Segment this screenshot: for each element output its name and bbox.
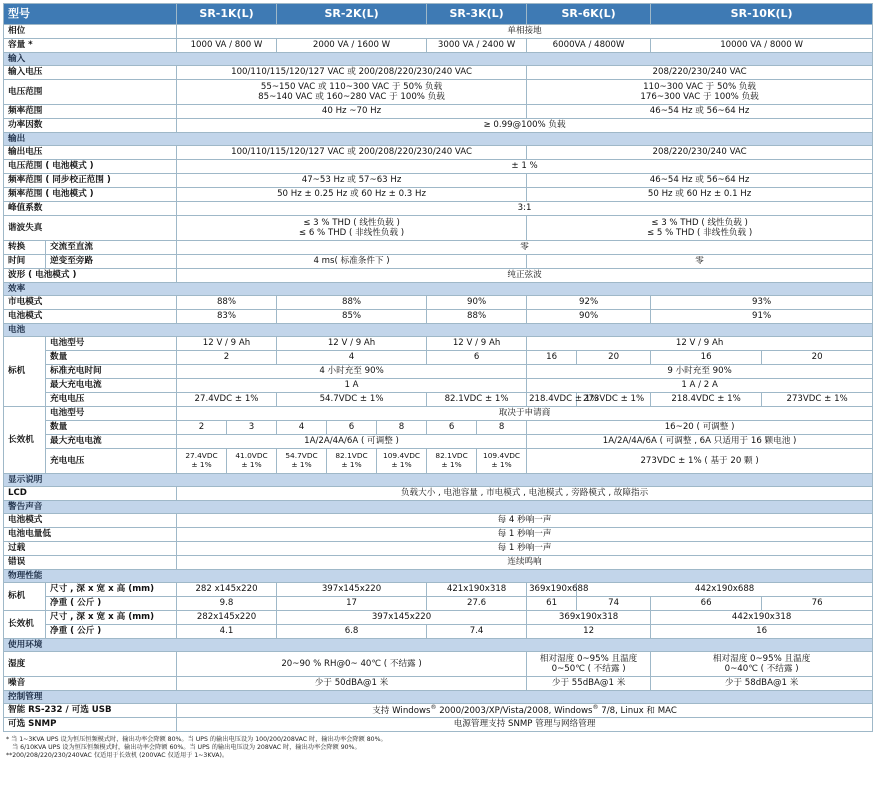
long-chgv-4-tol: ± 1% <box>341 460 362 469</box>
long-number-3k-b: 8 <box>477 421 527 435</box>
long-number-2k-c: 8 <box>377 421 427 435</box>
pf-label: 功率因数 <box>4 119 177 133</box>
long-chgv-7 <box>477 449 527 474</box>
transfer-label-2: 时间 <box>4 255 46 269</box>
std-dim-6k: 369x190x688 <box>527 583 577 597</box>
std-dim-3k: 421x190x318 <box>427 583 527 597</box>
registered-mark-2: ® <box>592 704 599 712</box>
snmp-value: 电源管理支持 SNMP 管理与网络管理 <box>177 718 873 732</box>
long-chgv-3-tol: ± 1% <box>291 460 312 469</box>
snmp-label: 可选 SNMP <box>4 718 177 732</box>
std-weight-6k-a: 61 <box>527 597 577 611</box>
std-weight-6k-b: 74 <box>577 597 651 611</box>
std-maxcur-b: 1 A / 2 A <box>527 379 873 393</box>
ac-dc-label: 交流至直流 <box>46 241 177 255</box>
long-dim-label: 尺寸 , 深 x 宽 x 高 (mm) <box>46 611 177 625</box>
long-chgv-1 <box>177 449 227 474</box>
eff-bat-10k: 91% <box>651 310 873 324</box>
long-weight-label: 净重 ( 公斤 ) <box>46 625 177 639</box>
long-number-2k-b: 6 <box>327 421 377 435</box>
long-chgv-5 <box>377 449 427 474</box>
long-dim-1k: 282x145x220 <box>177 611 277 625</box>
std-number-1k: 2 <box>177 351 277 365</box>
std-weight-10k-a: 66 <box>651 597 762 611</box>
std-dim-1k: 282 x145x220 <box>177 583 277 597</box>
long-weight-3k: 7.4 <box>427 625 527 639</box>
transfer-label-1: 转换 <box>4 241 46 255</box>
waveform-value: 纯正弦波 <box>177 269 873 283</box>
std-chgv-6k-a: 218.4VDC ± 1% <box>527 393 577 407</box>
long-chgv-2 <box>227 449 277 474</box>
alarm-bat-mode: 每 4 秒响一声 <box>177 514 873 528</box>
std-number-label: 数量 <box>46 351 177 365</box>
waveform-label: 波形 ( 电池模式 ) <box>4 269 177 283</box>
std-weight-3k: 27.6 <box>427 597 527 611</box>
fsync-b: 46~54 Hz 或 56~64 Hz <box>527 174 873 188</box>
section-environment: 使用环境 <box>4 639 873 652</box>
section-physical: 物理性能 <box>4 570 873 583</box>
noise-label: 噪音 <box>4 677 177 691</box>
noise-c: 少于 58dBA@1 米 <box>651 677 873 691</box>
long-number-label: 数量 <box>46 421 177 435</box>
std-chgv-10k-a: 218.4VDC ± 1% <box>651 393 762 407</box>
long-chgv-1-value: 27.4VDC <box>185 451 218 461</box>
battery-long-label: 长效机 <box>4 407 46 474</box>
model-1k: SR-1K(L) <box>177 4 277 25</box>
footnotes <box>6 736 758 760</box>
std-type-label: 电池型号 <box>46 337 177 351</box>
rs232-text-3: 7/8, Linux 和 MAC <box>601 706 677 717</box>
thd-a <box>177 216 527 241</box>
long-number-3k-a: 6 <box>427 421 477 435</box>
std-weight-1k: 9.8 <box>177 597 277 611</box>
model-2k: SR-2K(L) <box>277 4 427 25</box>
long-number-1k-b: 3 <box>227 421 277 435</box>
std-maxcur-a: 1 A <box>177 379 527 393</box>
physical-long-label: 长效机 <box>4 611 46 639</box>
long-chgv-4 <box>327 449 377 474</box>
alarm-bat-mode-label: 电池模式 <box>4 514 177 528</box>
std-dim-2k: 397x145x220 <box>277 583 427 597</box>
capacity-1k: 1000 VA / 800 W <box>177 39 277 53</box>
eff-ac-1k: 88% <box>177 296 277 310</box>
std-number-10k-a: 16 <box>651 351 762 365</box>
capacity-2k: 2000 VA / 1600 W <box>277 39 427 53</box>
section-display: 显示说明 <box>4 474 873 487</box>
std-number-6k-b: 20 <box>577 351 651 365</box>
model-header: 型号 <box>4 4 177 25</box>
rs232-text-2: 2000/2003/XP/Vista/2008, Windows <box>439 706 593 717</box>
eff-bat-2k: 85% <box>277 310 427 324</box>
input-range-a <box>177 80 527 105</box>
ups-spec-table <box>3 3 873 732</box>
long-chgv-2-value: 41.0VDC <box>235 451 268 461</box>
long-maxcur-a: 1A/2A/4A/6A ( 可调整 ) <box>177 435 527 449</box>
humidity-b <box>527 652 651 677</box>
section-battery: 电池 <box>4 324 873 337</box>
section-output: 输出 <box>4 133 873 146</box>
long-dim-2k-3k: 397x145x220 <box>277 611 527 625</box>
std-chgv-10k-b: 273VDC ± 1% <box>762 393 873 407</box>
std-chgv-2k: 54.7VDC ± 1% <box>277 393 427 407</box>
alarm-fault: 连续鸣响 <box>177 556 873 570</box>
alarm-low-bat: 每 1 秒响一声 <box>177 528 873 542</box>
input-freq-label: 频率范围 <box>4 105 177 119</box>
section-management: 控制管理 <box>4 691 873 704</box>
long-chgv-6 <box>427 449 477 474</box>
input-range-label: 电压范围 <box>4 80 177 105</box>
long-chgv-7-tol: ± 1% <box>491 460 512 469</box>
capacity-3k: 3000 VA / 2400 W <box>427 39 527 53</box>
output-voltage-label: 输出电压 <box>4 146 177 160</box>
long-number-1k-a: 2 <box>177 421 227 435</box>
fsync-a: 47~53 Hz 或 57~63 Hz <box>177 174 527 188</box>
model-3k: SR-3K(L) <box>427 4 527 25</box>
output-voltage-b: 208/220/230/240 VAC <box>527 146 873 160</box>
std-weight-label: 净重 ( 公斤 ) <box>46 597 177 611</box>
long-type-label: 电池型号 <box>46 407 177 421</box>
eff-ac-3k: 90% <box>427 296 527 310</box>
rs232-value <box>177 704 873 718</box>
std-type-1k: 12 V / 9 Ah <box>177 337 277 351</box>
phase-label: 相位 <box>4 25 177 39</box>
long-chgv-6-value: 82.1VDC <box>435 451 468 461</box>
long-weight-2k: 6.8 <box>277 625 427 639</box>
input-voltage-b: 208/220/230/240 VAC <box>527 66 873 80</box>
alarm-fault-label: 错误 <box>4 556 177 570</box>
long-type-value: 取决于申请商 <box>177 407 873 421</box>
long-number-6k-10k: 16~20 ( 可调整 ) <box>527 421 873 435</box>
thd-label: 谐波失真 <box>4 216 177 241</box>
long-chgv-3-value: 54.7VDC <box>285 451 318 461</box>
fsync-label: 频率范围 ( 同步校正范围 ) <box>4 174 177 188</box>
inv-bypass-a: 4 ms( 标准条件下 ) <box>177 255 527 269</box>
humidity-b1: 相对湿度 0~95% 且温度 <box>539 653 638 664</box>
alarm-overload-label: 过载 <box>4 542 177 556</box>
humidity-b2: 0~50℃ ( 不结露 ) <box>551 664 626 674</box>
inv-bypass-label: 逆变至旁路 <box>46 255 177 269</box>
input-freq-a: 40 Hz ~70 Hz <box>177 105 527 119</box>
header-row <box>4 4 873 25</box>
long-maxcur-label: 最大充电电流 <box>46 435 177 449</box>
model-10k: SR-10K(L) <box>651 4 873 25</box>
model-6k: SR-6K(L) <box>527 4 651 25</box>
std-weight-10k-b: 76 <box>762 597 873 611</box>
humidity-c <box>651 652 873 677</box>
fbat-b: 50 Hz 或 60 Hz ± 0.1 Hz <box>527 188 873 202</box>
inv-bypass-b: 零 <box>527 255 873 269</box>
input-range-b1: 110~300 VAC 于 50% 负载 <box>643 81 757 92</box>
long-weight-1k: 4.1 <box>177 625 277 639</box>
thd-b <box>527 216 873 241</box>
rs232-text-1: 支持 Windows <box>372 706 431 717</box>
alarm-overload: 每 1 秒响一声 <box>177 542 873 556</box>
noise-b: 少于 55dBA@1 米 <box>527 677 651 691</box>
thd-a1: ≤ 3 % THD ( 线性负载 ) <box>303 217 400 228</box>
long-chgv-4-value: 82.1VDC <box>335 451 368 461</box>
std-chgv-1k: 27.4VDC ± 1% <box>177 393 277 407</box>
noise-a: 少于 50dBA@1 米 <box>177 677 527 691</box>
thd-b1: ≤ 3 % THD ( 线性负载 ) <box>651 217 748 228</box>
long-chgv-2-tol: ± 1% <box>241 460 262 469</box>
std-chgv-6k-b: 273VDC ± 1% <box>577 393 651 407</box>
capacity-label: 容量 * <box>4 39 177 53</box>
alarm-low-bat-label: 电池电量低 <box>4 528 177 542</box>
ac-dc-value: 零 <box>177 241 873 255</box>
section-alarm: 警告声音 <box>4 501 873 514</box>
section-efficiency: 效率 <box>4 283 873 296</box>
input-freq-b: 46~54 Hz 或 56~64 Hz <box>527 105 873 119</box>
fbat-label: 频率范围 ( 电池模式 ) <box>4 188 177 202</box>
std-maxcur-label: 最大充电电流 <box>46 379 177 393</box>
long-weight-10k: 16 <box>651 625 873 639</box>
footnote-2: 当 6/10KVA UPS 设为恒压恒频模式时，输出功率会降额 60%。当 UPS 的输出电压设为 208VAC 时，输出功率会降额 90%。 <box>12 744 361 752</box>
input-range-b2: 176~300 VAC 于 100% 负载 <box>640 92 759 102</box>
crest-label: 峰值系数 <box>4 202 177 216</box>
lcd-label: LCD <box>4 487 177 501</box>
std-weight-2k: 17 <box>277 597 427 611</box>
eff-bat-6k: 90% <box>527 310 651 324</box>
pf-value: ≥ 0.99@100% 负载 <box>177 119 873 133</box>
input-voltage-label: 输入电压 <box>4 66 177 80</box>
physical-standard-label: 标机 <box>4 583 46 611</box>
footnote-3: **200/208/220/230/240VAC 仅适用于长效机 (200VAC 仅适用于 1~3KVA)。 <box>6 752 229 760</box>
std-type-2k: 12 V / 9 Ah <box>277 337 427 351</box>
fbat-a: 50 Hz ± 0.25 Hz 或 60 Hz ± 0.3 Hz <box>177 188 527 202</box>
long-chgv-7-value: 109.4VDC <box>483 451 521 461</box>
eff-ac-10k: 93% <box>651 296 873 310</box>
std-chgv-3k: 82.1VDC ± 1% <box>427 393 527 407</box>
std-type-3k: 12 V / 9 Ah <box>427 337 527 351</box>
long-dim-6k: 369x190x318 <box>527 611 651 625</box>
output-voltage-a: 100/110/115/120/127 VAC 或 200/208/220/230/240 VAC <box>177 146 527 160</box>
humidity-c1: 相对湿度 0~95% 且温度 <box>712 653 811 664</box>
std-number-3k: 6 <box>427 351 527 365</box>
std-number-10k-b: 20 <box>762 351 873 365</box>
input-voltage-a: 100/110/115/120/127 VAC 或 200/208/220/230/240 VAC <box>177 66 527 80</box>
std-dim-label: 尺寸 , 深 x 宽 x 高 (mm) <box>46 583 177 597</box>
eff-ac-2k: 88% <box>277 296 427 310</box>
phase-value: 单相接地 <box>177 25 873 39</box>
std-chgv-label: 充电电压 <box>46 393 177 407</box>
vreg-label: 电压范围 ( 电池模式 ) <box>4 160 177 174</box>
long-chgv-6-tol: ± 1% <box>441 460 462 469</box>
long-chgv-5-tol: ± 1% <box>391 460 412 469</box>
std-dim-10k: 442x190x688 <box>577 583 873 597</box>
eff-bat-label: 电池模式 <box>4 310 177 324</box>
recharge-a: 4 小时充至 90% <box>177 365 527 379</box>
long-weight-6k: 12 <box>527 625 651 639</box>
humidity-a: 20~90 % RH@0~ 40℃ ( 不结露 ) <box>177 652 527 677</box>
humidity-c2: 0~40℃ ( 不结露 ) <box>724 664 799 674</box>
long-number-2k-a: 4 <box>277 421 327 435</box>
thd-a2: ≤ 6 % THD ( 非线性负载 ) <box>298 228 405 238</box>
long-chgv-3 <box>277 449 327 474</box>
input-range-a2: 85~140 VAC 或 160~280 VAC 于 100% 负载 <box>258 92 445 102</box>
humidity-label: 湿度 <box>4 652 177 677</box>
long-chgv-6k-10k: 273VDC ± 1% ( 基于 20 颗 ) <box>527 449 873 474</box>
battery-standard-label: 标机 <box>4 337 46 407</box>
capacity-10k: 10000 VA / 8000 W <box>651 39 873 53</box>
eff-ac-6k: 92% <box>527 296 651 310</box>
section-input: 输入 <box>4 53 873 66</box>
vreg-value: ± 1 % <box>177 160 873 174</box>
long-chgv-5-value: 109.4VDC <box>383 451 421 461</box>
input-range-a1: 55~150 VAC 或 110~300 VAC 于 50% 负载 <box>260 81 443 92</box>
footnote-1: * 当 1~3KVA UPS 设为恒压恒频模式时，输出功率会降额 80%。当 UPS 的输出电压设为 100/200/208VAC 时，输出功率会降额 80%。 <box>6 736 387 743</box>
std-number-6k-a: 16 <box>527 351 577 365</box>
std-type-6k-10k: 12 V / 9 Ah <box>527 337 873 351</box>
eff-ac-label: 市电模式 <box>4 296 177 310</box>
crest-value: 3:1 <box>177 202 873 216</box>
long-dim-10k: 442x190x318 <box>651 611 873 625</box>
long-chgv-1-tol: ± 1% <box>191 460 212 469</box>
registered-mark-1: ® <box>430 704 437 712</box>
rs232-label: 智能 RS-232 / 可选 USB <box>4 704 177 718</box>
lcd-value: 负载大小 , 电池容量 , 市电模式 , 电池模式 , 旁路模式 , 故障指示 <box>177 487 873 501</box>
recharge-label: 标准充电时间 <box>46 365 177 379</box>
thd-b2: ≤ 5 % THD ( 非线性负载 ) <box>646 228 753 238</box>
recharge-b: 9 小时充至 90% <box>527 365 873 379</box>
input-range-b <box>527 80 873 105</box>
eff-bat-3k: 88% <box>427 310 527 324</box>
long-chgv-label: 充电电压 <box>46 449 177 474</box>
std-number-2k: 4 <box>277 351 427 365</box>
long-maxcur-b: 1A/2A/4A/6A ( 可调整 , 6A 只适用于 16 颗电池 ) <box>527 435 873 449</box>
eff-bat-1k: 83% <box>177 310 277 324</box>
capacity-6k: 6000VA / 4800W <box>527 39 651 53</box>
